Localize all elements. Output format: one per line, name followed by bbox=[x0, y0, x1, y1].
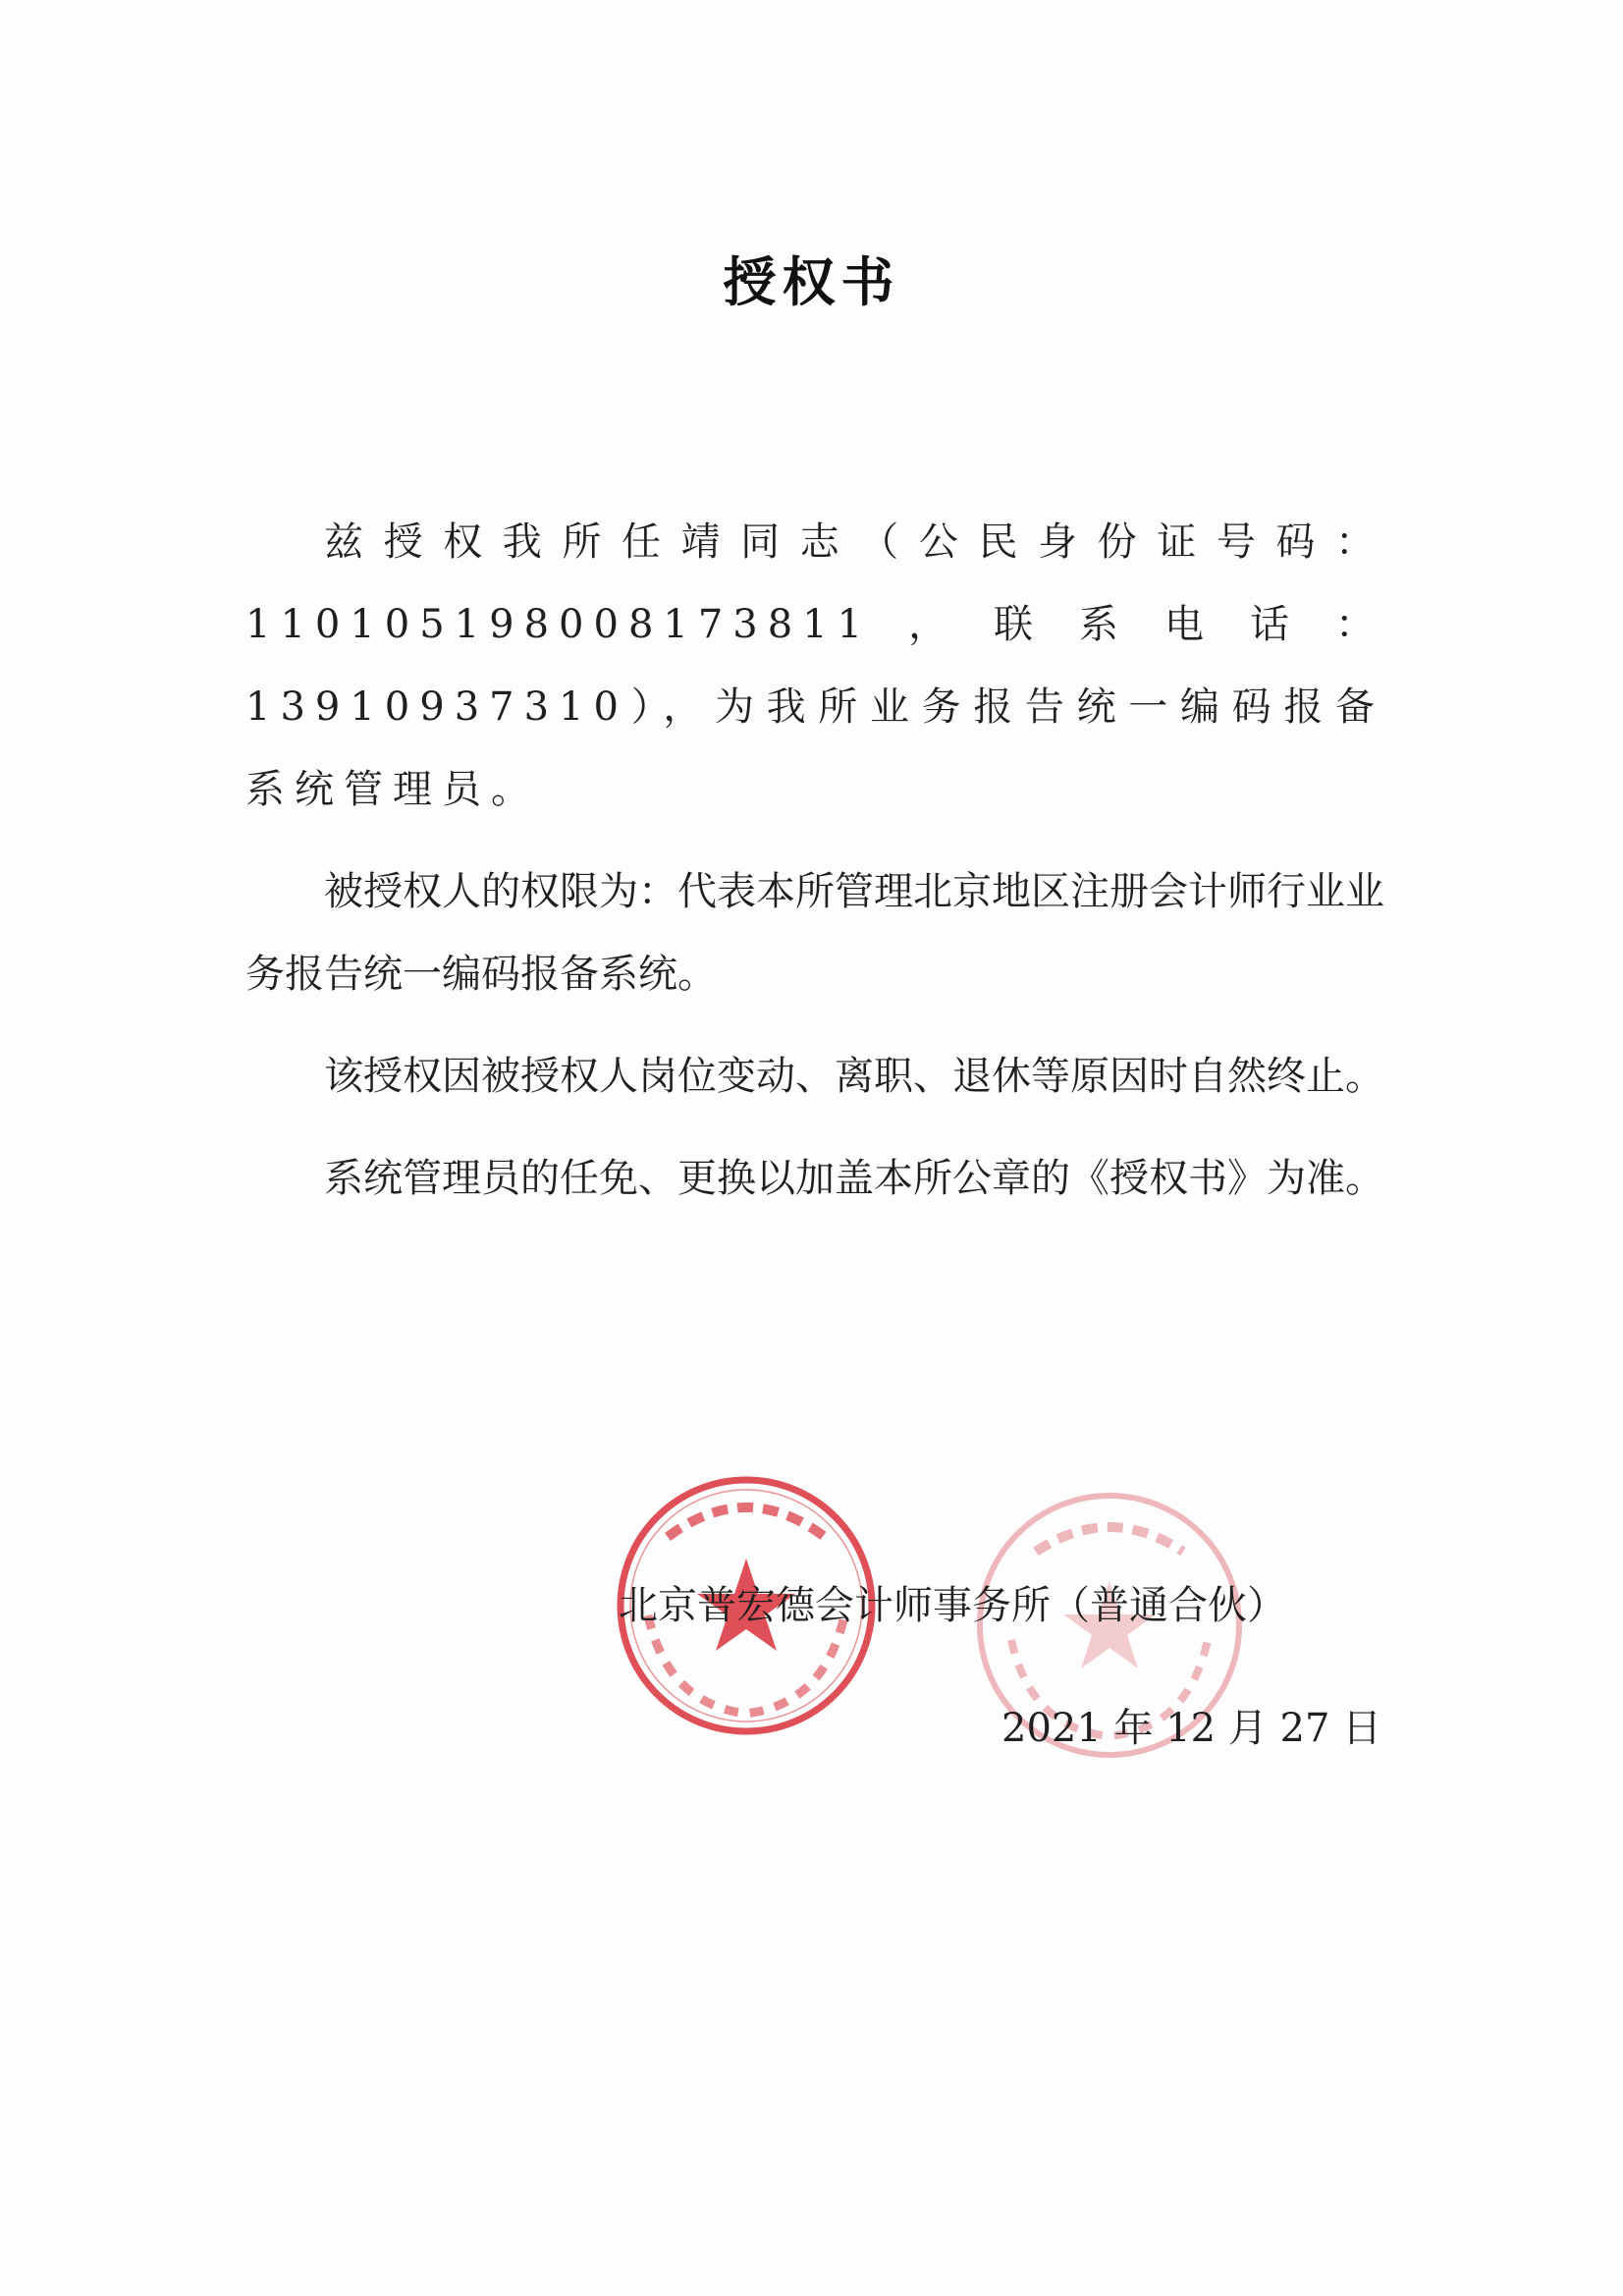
organization-name: 北京普宏德会计师事务所（普通合伙） bbox=[619, 1583, 1286, 1628]
document-body bbox=[245, 501, 1384, 1239]
paragraph-appointment: 系统管理员的任免、更换以加盖本所公章的《授权书》为准。 bbox=[324, 1156, 1384, 1201]
paragraph-permissions: 被授权人的权限为：代表本所管理北京地区注册会计师行业业务报告统一编码报备系统。 bbox=[245, 869, 1384, 997]
paragraph-authorization: 兹授权我所任靖同志（公民身份证号码：110105198008173811，联系电话：13910937310），为我所业务报告统一编码报备系统管理员。 bbox=[245, 519, 1384, 812]
paragraph-termination: 该授权因被授权人岗位变动、离职、退休等原因时自然终止。 bbox=[324, 1054, 1384, 1099]
signature-date: 2021 年 12 月 27 日 bbox=[1001, 1706, 1382, 1751]
document-title: 授权书 bbox=[723, 250, 900, 313]
